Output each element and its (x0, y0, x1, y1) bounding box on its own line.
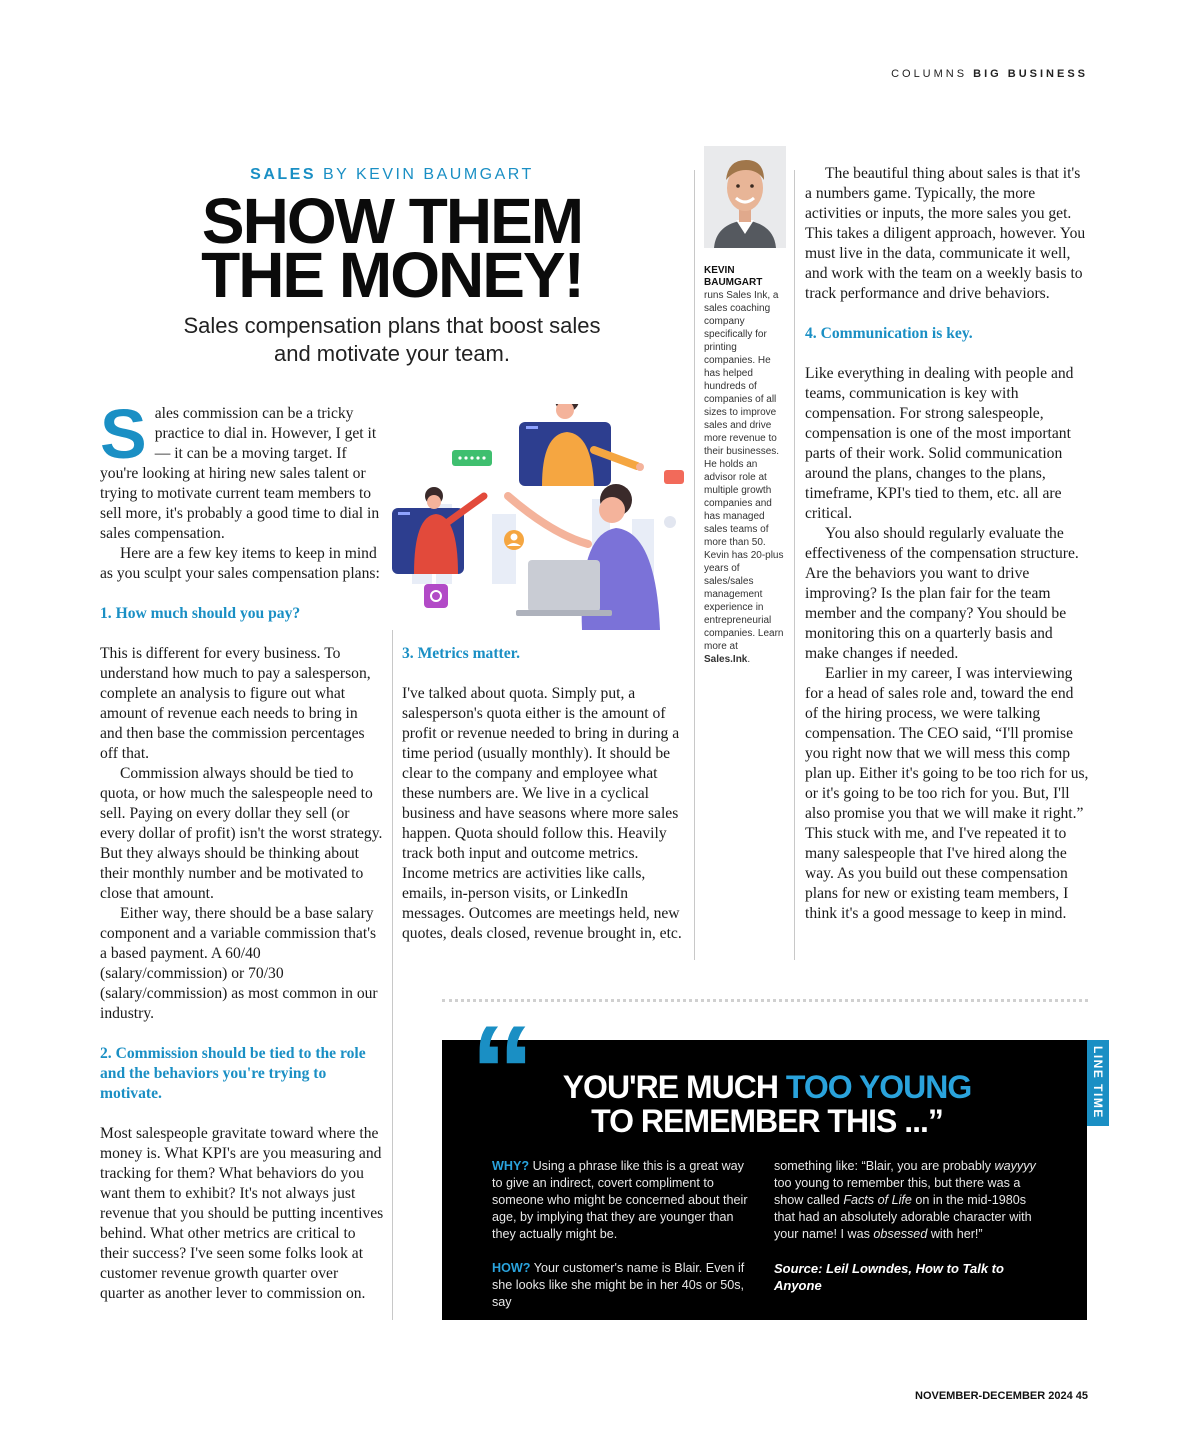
sidebar-column-2 (774, 1158, 1036, 1294)
author-bio-text (704, 289, 786, 666)
how-label: HOW? (492, 1261, 531, 1275)
why-paragraph (492, 1158, 754, 1243)
line-time-tab (1087, 1040, 1109, 1126)
headline-line-1: SHOW THEM (201, 185, 583, 257)
sidebar-column-1 (492, 1158, 754, 1311)
author-last-name: BAUMGART (704, 277, 763, 288)
subhead-3: 3. Metrics matter. (402, 645, 521, 662)
drop-cap: S (100, 395, 147, 473)
dotted-divider (442, 999, 1088, 1005)
source-credit: Source: Leil Lowndes, How to Talk to Anyone (774, 1261, 1004, 1293)
author-name (704, 265, 786, 289)
example-paragraph (774, 1158, 1036, 1243)
column-name: BIG BUSINESS (973, 68, 1088, 80)
paragraph: The beautiful thing about sales is that it's a numbers game. Typically, the more activities or inputs, the more sales you get. This takes a diligent approach, however. You must live in the data, communicate it well, and work with the team on a weekly basis to track performance and drive behaviors. (805, 165, 1086, 302)
dek-line-2: and motivate your team. (273, 341, 510, 366)
how-paragraph (492, 1260, 754, 1311)
page-footer: NOVEMBER-DECEMBER 2024 45 (915, 1390, 1088, 1402)
paragraph: Like everything in dealing with people and teams, communication is key with compensation. For strong salespeople, compensation is one of the most important parts of their work. Solid communication around the plans, changes to the plans, timeframe, KPI's tied to them, etc. all are critical. (805, 365, 1074, 522)
example-text: with her!” (927, 1227, 983, 1241)
example-emphasis: Facts of Life (843, 1193, 912, 1207)
paragraph: Earlier in my career, I was interviewing for a head of sales role and, toward the end of the hiring process, we were talking compensation. The CEO said, “I'll promise you right now that we will mess this comp plan up. Either it's going to be too rich for us, or it's going to be too rich for you. But, I'll also promise you that we will make it right.” This stuck with me, and I've repeated it to many salespeople that I've hired along the way. As you build out these compensation plans for new or existing team members, I think it's a good message to keep in mind. (805, 665, 1089, 922)
headline (100, 185, 684, 311)
how-text: Your customer's name is Blair. Even if she looks like she might be in her 40s or 50s, say (492, 1261, 745, 1309)
paragraph: I've talked about quota. Simply put, a salesperson's quota either is the amount of profit or revenue needed to bring in during a time period (usually monthly). It should be clear to the company and employee what these numbers are. We live in a cyclical business and have seasons where more sales happen. Quota should follow this. Heavily track both input and outcome metrics. Income metrics are activities like calls, emails, in-person visits, or LinkedIn messages. Outcomes are meetings held, new quotes, deals closed, revenue brought in, etc. (402, 685, 682, 942)
dek (100, 312, 684, 368)
example-emphasis: wayyyy (994, 1159, 1036, 1173)
paragraph (100, 395, 384, 544)
column-divider (794, 170, 795, 960)
paragraph: This is different for every business. To understand how much to pay a salesperson, complete an analysis to figure out what amount of revenue each needs to bring in and then base the commission percentages off that. (100, 645, 371, 762)
subhead-1: 1. How much should you pay? (100, 605, 301, 622)
line-time-sidebar (442, 998, 1087, 1320)
article-column-2 (402, 644, 684, 944)
sidebar-headline (532, 1070, 1002, 1138)
bio-body: runs Sales Ink, a sales coaching company specifically for printing companies. He has helped hundreds of companies of all sizes to improve sales and drive more revenue to their businesses. He holds an advisor role at multiple growth companies and has managed sales teams of more than 50. Kevin has 20-plus years of sales/sales management experience in entrepreneurial companies. Learn more at (704, 290, 784, 652)
author-photo (704, 146, 786, 248)
section-label: COLUMNS (891, 68, 968, 80)
bio-end: . (747, 654, 751, 665)
article-column-1 (100, 395, 384, 1304)
subhead-4: 4. Communication is key. (805, 325, 973, 342)
kicker-section: SALES (250, 166, 317, 183)
dek-line-1: Sales compensation plans that boost sales (183, 313, 601, 338)
column-divider (694, 170, 695, 960)
example-text: something like: “Blair, you are probably (774, 1159, 995, 1173)
kicker (100, 166, 684, 184)
paragraph-text: ales commission can be a tricky practice to dial in. However, I get it — it can be a moving target. If you're looking at hiring new sales talent or trying to motivate current team members to sell more, it's probably a good time to dial in sales compensation. (100, 405, 380, 542)
kicker-byline: BY KEVIN BAUMGART (322, 166, 534, 183)
example-text: on in the mid-1980s that had an absolutely adorable character with your name! I was (774, 1193, 1032, 1241)
headline-part-a: YOU'RE MUCH (562, 1069, 786, 1105)
line-time-label: LINE TIME (1091, 1046, 1105, 1119)
why-label: WHY? (492, 1159, 530, 1173)
article-column-3 (805, 164, 1089, 924)
author-website-link[interactable]: Sales.Ink (704, 654, 748, 665)
paragraph: You also should regularly evaluate the effectiveness of the compensation structure. Are the behaviors you want to drive improving? Is the plan fair for the team member and the company? You should be monitoring this on a quarterly basis and make changes if needed. (805, 525, 1079, 662)
paragraph: Commission always should be tied to quota, or how much the salespeople need to sell. Paying on every dollar they sell (or every dollar of profit) isn't the worst strategy. But they always should be thinking about their monthly number and be motivated to close that amount. (100, 765, 383, 902)
example-emphasis: obsessed (873, 1227, 928, 1241)
paragraph: Here are a few key items to keep in mind as you sculpt your sales compensation plans: (100, 545, 380, 582)
quote-marks-icon: “ (470, 998, 535, 1144)
paragraph: Either way, there should be a base salary component and a variable commission that's a based payment. A 60/40 (salary/commission) or 70/30 (salary/commission) as most common in our industry. (100, 905, 378, 1022)
headline-line-2: THE MONEY! (201, 239, 583, 311)
headline-highlight: TOO YOUNG (785, 1069, 972, 1105)
section-header (891, 68, 1088, 80)
example-text: too young to remember this, but there was a show called (774, 1176, 1021, 1207)
video-call-illustration (392, 404, 684, 630)
headline-part-b: TO REMEMBER THIS ...” (591, 1103, 943, 1139)
author-bio (704, 146, 786, 666)
paragraph: Most salespeople gravitate toward where the money is. What KPI's are you measuring and tracking for them? What behaviors do you want them to exhibit? It's not always just revenue that you should be putting incentives behind. What other metrics are critical to their success? I've seen some folks look at customer revenue growth quarter over quarter as another lever to commission on. (100, 1125, 384, 1302)
subhead-2: 2. Commission should be tied to the role and the behaviors you're trying to motivate. (100, 1045, 366, 1102)
author-first-name: KEVIN (704, 265, 735, 276)
why-text: Using a phrase like this is a great way to give an indirect, covert compliment to someone who might be concerned about their age, by implying that they are younger than they actually might be. (492, 1159, 748, 1241)
